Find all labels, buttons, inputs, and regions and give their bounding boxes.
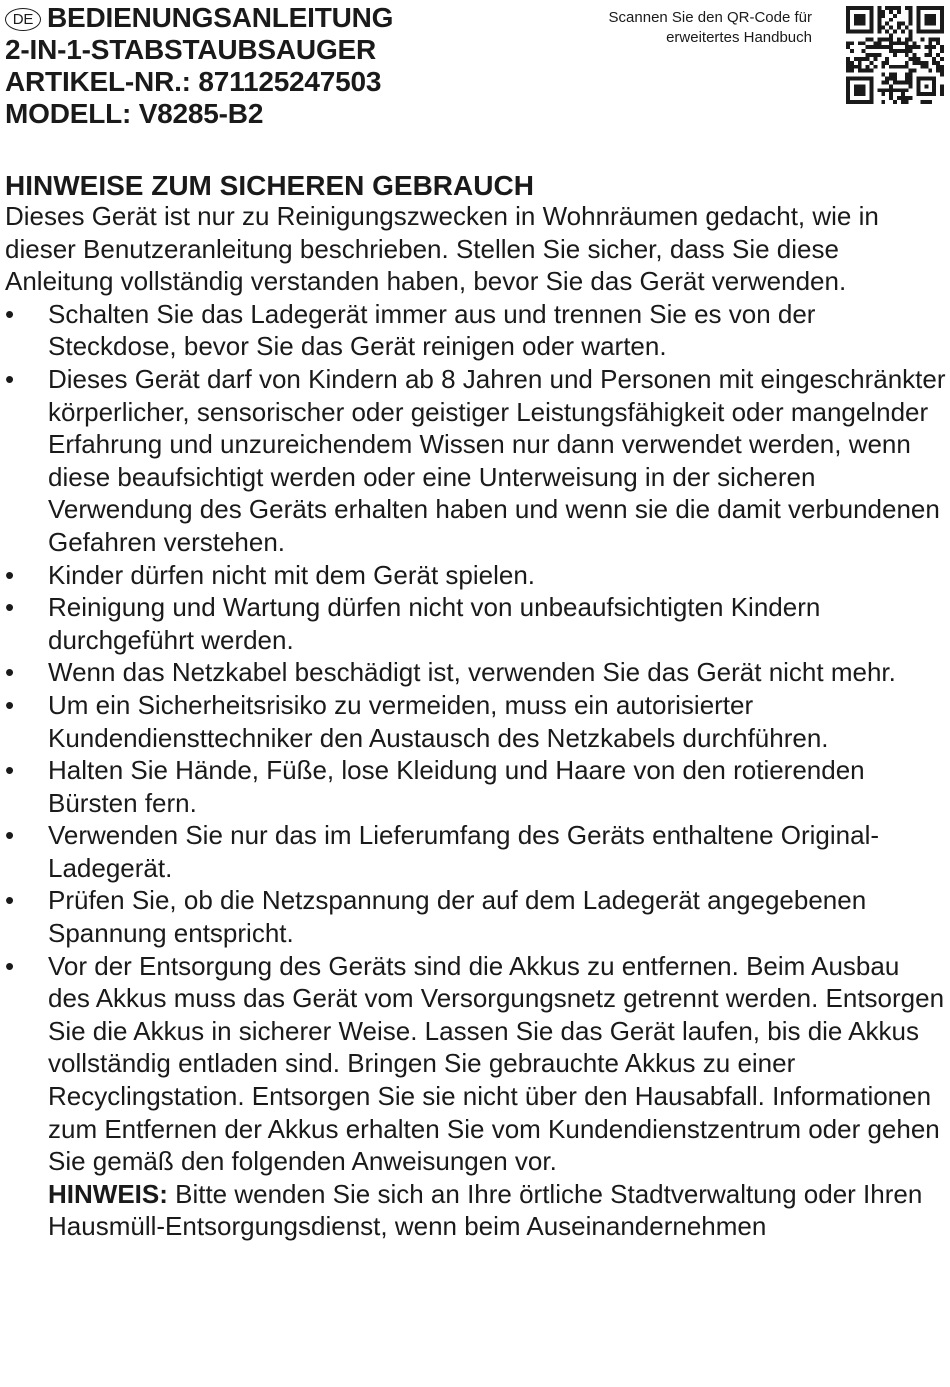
bullet-icon: • [5, 657, 15, 688]
bullet-text: Prüfen Sie, ob die Netzspannung der auf dem Ladegerät angegebenen Spannung entspricht. [48, 885, 867, 949]
manual-title: BEDIENUNGSANLEITUNG [47, 2, 394, 33]
note-label: HINWEIS: [48, 1178, 168, 1209]
language-badge: DE [5, 8, 41, 31]
note-paragraph [5, 1178, 947, 1243]
bullet-text: Reinigung und Wartung dürfen nicht von unbeaufsichtigten Kindern durchgeführt werden. [48, 592, 821, 655]
bullet-text: Dieses Gerät darf von Kindern ab 8 Jahren und Personen mit eingeschränkter körperlicher, sensorischer oder geistiger Leistungsfähigkeit oder mangelnder Erfahrung und unzureichendem Wissen nur dann verwendet werden, wenn diese beaufsichtigt werden oder eine Unterweisung in der sicheren Verwendung des Geräts erhalten haben und wenn sie die damit verbundenen Gefahren verstehen. [48, 363, 946, 557]
document-header [0, 0, 950, 140]
safety-bullet-item [5, 689, 947, 754]
safety-bullet-item [5, 591, 947, 656]
qr-note [552, 8, 812, 48]
bullet-icon: • [5, 820, 15, 851]
bullet-text: Vor der Entsorgung des Geräts sind die Akkus zu entfernen. Beim Ausbau des Akkus muss das Gerät vom Versorgungsnetz getrennt werden. Entsorgen Sie die Akkus in sicherer Weise. Lassen Sie das Gerät laufen, bis die Akkus vollständig entladen sind. Bringen Sie gebrauchte Akkus zu einer Recyclingstation. Entsorgen Sie sie nicht über den Hausabfall. Informationen zum Entfernen der Akkus erhalten Sie vom Kundendienstzentrum oder gehen Sie gemäß den folgenden Anweisungen vor. [48, 950, 945, 1177]
product-name: 2-IN-1-STABSTAUBSAUGER [5, 34, 377, 65]
bullet-icon: • [5, 559, 15, 590]
bullet-icon: • [5, 689, 15, 720]
bullet-icon: • [5, 592, 15, 623]
safety-bullet-item [5, 819, 947, 884]
safety-bullet-item [5, 754, 947, 819]
safety-bullet-item [5, 950, 947, 1178]
bullet-icon: • [5, 950, 15, 981]
bullet-icon: • [5, 755, 15, 786]
safety-bullet-list [5, 298, 947, 1178]
article-number: ARTIKEL-NR.: 87112524750​3 [5, 66, 382, 97]
bullet-icon: • [5, 298, 15, 329]
qr-note-line-2: erweitertes Handbuch [666, 29, 812, 46]
qr-code-icon [846, 6, 944, 104]
safety-bullet-item [5, 656, 947, 689]
bullet-text: Verwenden Sie nur das im Lieferumfang des Geräts enthaltene Original-Ladegerät. [48, 820, 880, 883]
bullet-text: Halten Sie Hände, Füße, lose Kleidung und Haare von den rotierenden Bürsten fern. [48, 755, 865, 818]
bullet-text: Kinder dürfen nicht mit dem Gerät spielen. [48, 559, 536, 590]
model-number: MODELL: V8285-B2 [5, 98, 264, 129]
bullet-icon: • [5, 885, 15, 916]
intro-paragraph: Dieses Gerät ist nur zu Reinigungszwecken in Wohnräumen gedacht, wie in dieser Benutzeranleitung beschrieben. Stellen Sie sicher, dass Sie diese Anleitung vollständig verstanden haben, bevor Sie das Gerät verwenden. [5, 201, 879, 297]
safety-bullet-item [5, 298, 947, 363]
title-block [5, 2, 393, 130]
bullet-icon: • [5, 363, 15, 394]
bullet-text: Schalten Sie das Ladegerät immer aus und trennen Sie es von der Steckdose, bevor Sie das Gerät reinigen oder warten. [48, 298, 816, 362]
document-content [5, 172, 947, 1243]
bullet-text: Wenn das Netzkabel beschädigt ist, verwenden Sie das Gerät nicht mehr. [48, 657, 896, 688]
bullet-text: Um ein Sicherheitsrisiko zu vermeiden, muss ein autorisierter Kundendiensttechniker den Austausch des Netzkabels durchführen. [48, 689, 829, 753]
safety-bullet-item [5, 363, 947, 559]
title-line-1 [5, 2, 393, 34]
safety-bullet-item [5, 884, 947, 949]
section-heading: HINWEISE ZUM SICHEREN GEBRAUCH [5, 170, 534, 201]
safety-bullet-item [5, 559, 947, 592]
note-text: Bitte wenden Sie sich an Ihre örtliche Stadtverwaltung oder Ihren Hausmüll-Entsorgungsdienst, wenn beim Auseinandernehmen [48, 1178, 923, 1242]
qr-note-line-1: Scannen Sie den QR-Code für [608, 9, 812, 26]
